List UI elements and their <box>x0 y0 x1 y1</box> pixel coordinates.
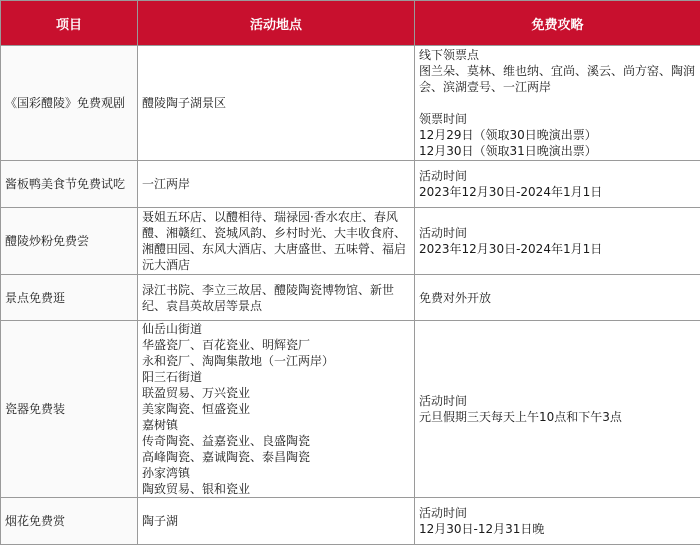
item-cell: 景点免费逛 <box>1 275 138 321</box>
location-line: 美家陶瓷、恒盛瓷业 <box>142 401 410 417</box>
guide-line: 活动时间 <box>419 225 696 241</box>
guide-line: 2023年12月30日-2024年1月1日 <box>419 184 696 200</box>
table-row <box>1 46 700 161</box>
guide-line: 2023年12月30日-2024年1月1日 <box>419 241 696 257</box>
item-cell: 《国彩醴陵》免费观剧 <box>1 46 138 161</box>
location-line: 陶致贸易、银和瓷业 <box>142 481 410 497</box>
location-cell <box>138 161 415 208</box>
item-cell: 烟花免费赏 <box>1 498 138 545</box>
item-cell: 醴陵炒粉免费尝 <box>1 208 138 275</box>
location-line: 陶子湖 <box>142 513 410 529</box>
guide-line: 12月30日（领取31日晚演出票） <box>419 143 696 159</box>
item-cell: 瓷器免费装 <box>1 321 138 498</box>
header-location: 活动地点 <box>138 1 415 46</box>
guide-line: 12月30日-12月31日晚 <box>419 521 696 537</box>
table-row <box>1 321 700 498</box>
location-cell <box>138 208 415 275</box>
table-row <box>1 208 700 275</box>
guide-line: 活动时间 <box>419 505 696 521</box>
location-line: 阳三石街道 <box>142 369 410 385</box>
guide-line: 活动时间 <box>419 393 696 409</box>
location-line: 一江两岸 <box>142 176 410 192</box>
location-line: 高峰陶瓷、嘉诚陶瓷、泰昌陶瓷 <box>142 449 410 465</box>
table-row <box>1 275 700 321</box>
location-cell <box>138 321 415 498</box>
location-line: 联盈贸易、万兴瓷业 <box>142 385 410 401</box>
location-cell <box>138 498 415 545</box>
header-guide: 免费攻略 <box>415 1 700 46</box>
location-cell <box>138 275 415 321</box>
header-row <box>1 1 700 46</box>
location-line: 传奇陶瓷、益嘉瓷业、良盛陶瓷 <box>142 433 410 449</box>
guide-cell <box>415 208 700 275</box>
guide-line: 线下领票点 <box>419 47 696 63</box>
item-cell: 酱板鸭美食节免费试吃 <box>1 161 138 208</box>
location-line: 仙岳山街道 <box>142 321 410 337</box>
guide-cell <box>415 161 700 208</box>
location-line: 聂姐五环店、以醴相待、瑞禄园·香水农庄、春风醴、湘赣红、瓷城风韵、乡村时光、大丰收食府、湘醴田园、东风大酒店、大唐盛世、五味膋、福启沅大酒店 <box>142 209 410 273</box>
location-line: 永和瓷厂、淘陶集散地（一江两岸） <box>142 353 410 369</box>
location-line: 华盛瓷厂、百花瓷业、明辉瓷厂 <box>142 337 410 353</box>
guide-line: 元旦假期三天每天上午10点和下午3点 <box>419 409 696 425</box>
guide-line: 12月29日（领取30日晚演出票） <box>419 127 696 143</box>
location-line: 嘉树镇 <box>142 417 410 433</box>
guide-cell <box>415 46 700 161</box>
header-item: 项目 <box>1 1 138 46</box>
location-line: 醴陵陶子湖景区 <box>142 95 410 111</box>
guide-cell <box>415 275 700 321</box>
table-row <box>1 498 700 545</box>
guide-line: 领票时间 <box>419 111 696 127</box>
location-line: 渌江书院、李立三故居、醴陵陶瓷博物馆、新世纪、袁昌英故居等景点 <box>142 282 410 314</box>
guide-line: 图兰朵、莫林、维也纳、宜尚、溪云、尚方窑、陶润会、滨湖壹号、一江两岸 <box>419 63 696 95</box>
table-row <box>1 161 700 208</box>
guide-cell <box>415 498 700 545</box>
guide-line: 活动时间 <box>419 168 696 184</box>
guide-line: 免费对外开放 <box>419 290 696 306</box>
location-cell <box>138 46 415 161</box>
guide-cell <box>415 321 700 498</box>
location-line: 孙家湾镇 <box>142 465 410 481</box>
guide-spacer <box>419 95 696 111</box>
